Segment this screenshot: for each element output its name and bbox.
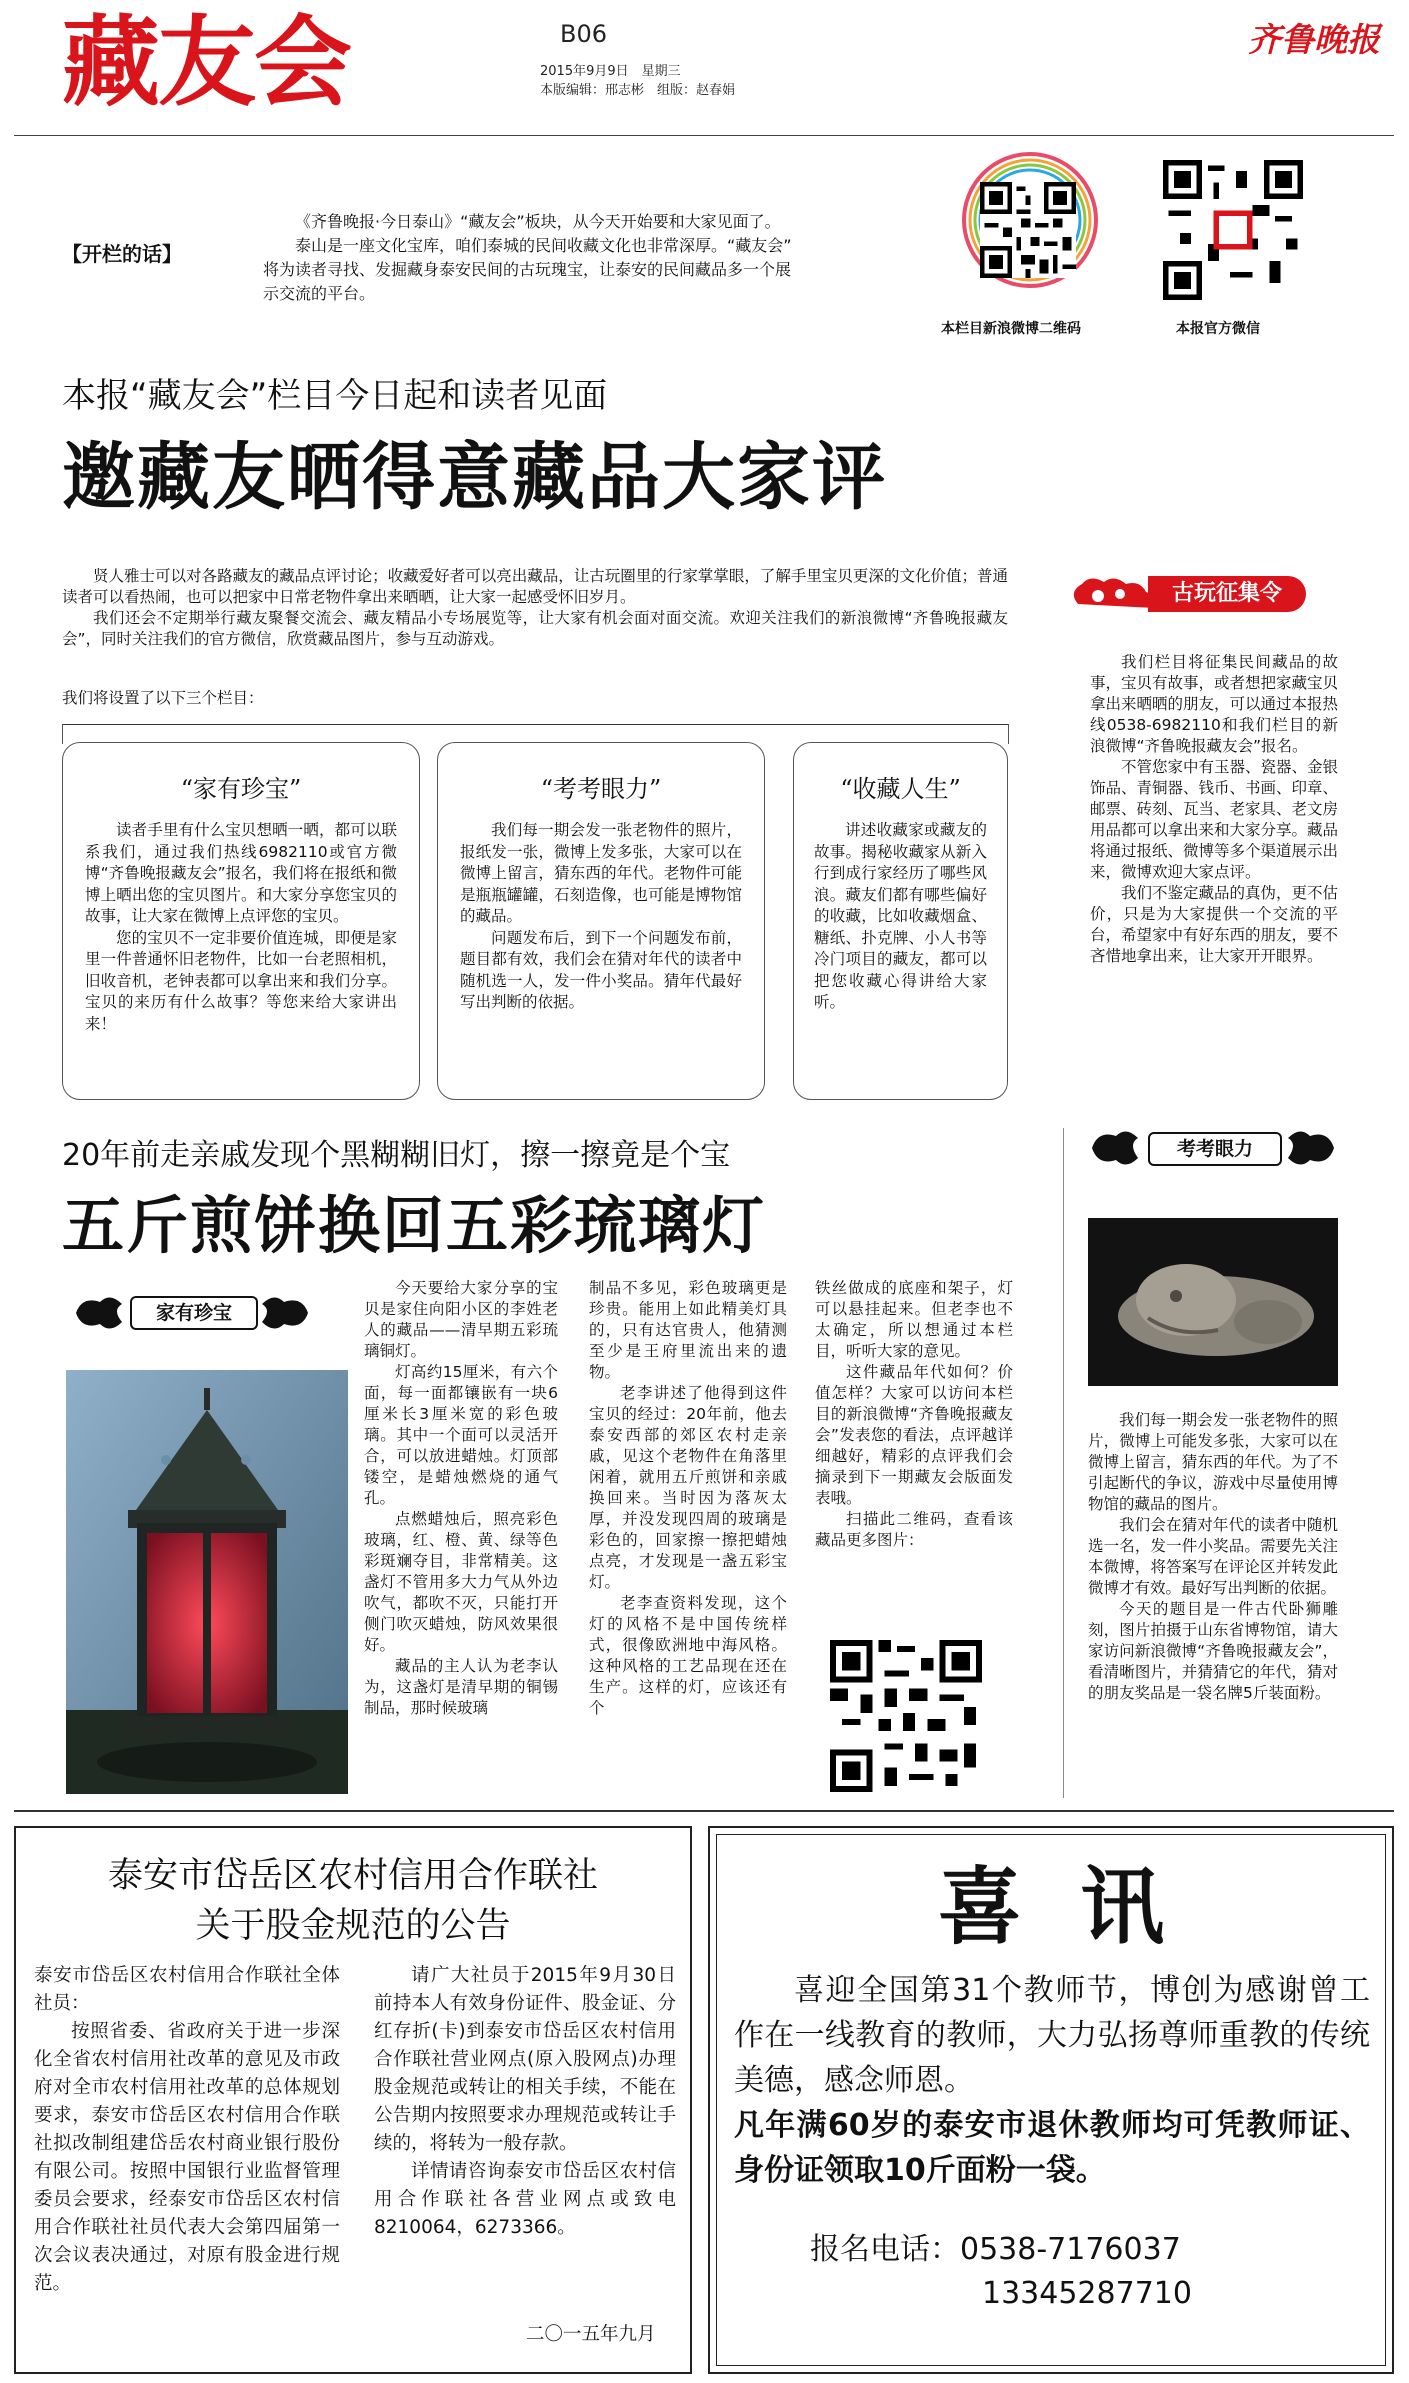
wechat-qr-caption: 本报官方微信 bbox=[1176, 321, 1260, 337]
box-jiayouzhenbao bbox=[62, 742, 420, 1100]
box-connector bbox=[1008, 724, 1009, 744]
box-paragraph: 您的宝贝不一定非要价值连城，即便是家里一件普通怀旧老物件，比如一台老照相机，旧收音机，老钟表都可以拿出来和我们分享。宝贝的来历有什么故事？等您来给大家讲出来！ bbox=[85, 928, 397, 1033]
article-paragraph: 灯高约15厘米，有六个面，每一面都镶嵌有一块6厘米长3厘米宽的彩色玻璃。其中一个面可以灵活开合，可以放进蜡烛。灯顶部镂空，是蜡烛燃烧的通气孔。 bbox=[364, 1363, 558, 1507]
box-paragraph: 读者手里有什么宝贝想晒一晒，都可以联系我们，通过我们热线6982110或官方微博“齐鲁晚报藏友会”报名，我们将在报纸和微博上晒出您的宝贝图片。和大家分享您宝贝的故事，让大家在微博上点评您的宝贝。 bbox=[85, 821, 397, 925]
column-rule bbox=[1063, 1128, 1064, 1798]
editor-line: 本版编辑：邢志彬 组版：赵春娟 bbox=[540, 83, 736, 98]
section-rule bbox=[14, 1810, 1394, 1812]
eye-body bbox=[1088, 1410, 1338, 1704]
lamp-photo bbox=[66, 1370, 348, 1794]
weibo-qr-caption: 本栏目新浪微博二维码 bbox=[941, 321, 1081, 337]
paper-logo: 齐鲁晚报 bbox=[1248, 20, 1380, 59]
wechat-qr-code[interactable] bbox=[1163, 160, 1303, 300]
zhenbao-tag: 家有珍宝 bbox=[130, 1296, 258, 1330]
second-col-3 bbox=[815, 1278, 1013, 1551]
ad-line: 凡年满60岁的泰安市退休教师均可凭教师证、身份证领取10斤面粉一袋。 bbox=[734, 2108, 1370, 2188]
eye-paragraph: 我们会在猜对年代的读者中随机选一名，发一件小奖品。需要先关注本微博，将答案写在评论区并转发此微博才有效。最好写出判断的依据。 bbox=[1088, 1516, 1338, 1597]
lion-photo bbox=[1088, 1218, 1338, 1386]
second-kicker: 20年前走亲戚发现个黑糊糊旧灯，擦一擦竟是个宝 bbox=[62, 1138, 731, 1173]
box-paragraph: 讲述收藏家或藏友的故事。揭秘收藏家从新入行到成行家经历了哪些风浪。藏友们都有哪些偏好的收藏，比如收藏烟盒、糖纸、扑克牌、小人书等冷门项目的藏友，都可以把您收藏心得讲给大家听。 bbox=[814, 821, 987, 1011]
box-paragraph: 问题发布后，到下一个问题发布前，题目都有效，我们会在猜对年代的读者中随机选一人，发一件小奖品。猜年代最好写出判断的依据。 bbox=[460, 928, 742, 1011]
article-paragraph: 铁丝做成的底座和架子，灯可以悬挂起来。但老李也不太确定，所以想通过本栏目，听听大家的意见。 bbox=[815, 1279, 1013, 1360]
article-paragraph: 老李讲述了他得到这件宝贝的经过：20年前，他去泰安西部的郊区农村走亲戚，见这个老物件在角落里闲着，就用五斤煎饼和亲戚换回来。当时因为落灰太厚，并没发现四周的玻璃是彩色的，回家擦一擦把蜡烛点亮，才发现是一盏五彩宝灯。 bbox=[589, 1384, 787, 1591]
article-paragraph: 藏品的主人认为老李认为，这盏灯是清早期的铜锡制品，那时候玻璃 bbox=[364, 1657, 558, 1717]
article-paragraph: 制品不多见，彩色玻璃更是珍贵。能用上如此精美灯具的，只有达官贵人，他猜测至少是王府里流出来的遗物。 bbox=[589, 1279, 787, 1381]
ad-title: 喜 讯 bbox=[937, 1857, 1165, 1956]
article-qr-code[interactable] bbox=[830, 1640, 982, 1792]
article-paragraph: 今天要给大家分享的宝贝是家住向阳小区的李姓老人的藏品——清早期五彩琉璃铜灯。 bbox=[364, 1279, 558, 1360]
column-title: 藏友会 bbox=[62, 5, 351, 120]
intro-line: 将为读者寻找、发掘藏身泰安民间的古玩瑰宝，让泰安的民间藏品多一个展 bbox=[263, 260, 792, 279]
intro-line: 示交流的平台。 bbox=[263, 284, 376, 303]
article-paragraph: 扫描此二维码，查看该藏品更多图片： bbox=[815, 1510, 1013, 1549]
notice-paragraph: 泰安市岱岳区农村信用合作联社全体社员： bbox=[34, 1965, 340, 2014]
lead-paragraph: 贤人雅士可以对各路藏友的藏品点评讨论；收藏爱好者可以亮出藏品，让古玩圈里的行家掌掌眼，了解手里宝贝更深的文化价值；普通读者可以看热闹，也可以把家中日常老物件拿出来晒晒，让大家一起感受怀旧岁月。 bbox=[62, 567, 1008, 606]
page-number: B06 bbox=[560, 20, 608, 48]
weibo-qr-code[interactable] bbox=[980, 182, 1076, 278]
box-title: “收藏人生” bbox=[840, 775, 961, 803]
intro-label: 【开栏的话】 bbox=[62, 242, 182, 266]
collect-paragraph: 我们不鉴定藏品的真伪，更不估价，只是为大家提供一个交流的平台，希望家中有好东西的朋友，要不吝惜地拿出来，让大家开开眼界。 bbox=[1090, 884, 1339, 965]
box-kaokaoyanli bbox=[437, 742, 765, 1100]
issue-date: 2015年9月9日 星期三 bbox=[540, 64, 681, 79]
intro-line: 泰山是一座文化宝库，咱们泰城的民间收藏文化也非常深厚。“藏友会” bbox=[295, 236, 792, 255]
eye-paragraph: 我们每一期会发一张老物件的照片，微博上可能发多张，大家可以在微博上留言，猜东西的年代。为了不引起断代的争议，游戏中尽量使用博物馆的藏品的图片。 bbox=[1088, 1411, 1338, 1513]
notice-right bbox=[374, 1962, 676, 2242]
ad-phone: 报名电话：0538-7176037 bbox=[810, 2232, 1181, 2267]
notice-paragraph: 按照省委、省政府关于进一步深化全省农村信用社改革的意见及市政府对全市农村信用社改革的总体规划要求，泰安市岱岳区农村信用合作联社拟改制组建岱岳农村商业银行股份有限公司。按照中国银行业监督管理委员会要求，经泰安市岱岳区农村信用合作联社社员代表大会第四届第一次会议表决通过，对原有股金进行规范。 bbox=[34, 2021, 340, 2294]
collect-tag: 古玩征集令 bbox=[1148, 576, 1306, 612]
ad-body bbox=[734, 1968, 1370, 2193]
lead-body bbox=[62, 566, 1008, 650]
intro-line: 《齐鲁晚报·今日泰山》“藏友会”板块，从今天开始要和大家见面了。 bbox=[295, 212, 781, 231]
collect-paragraph: 不管您家中有玉器、瓷器、金银饰品、青铜器、钱币、书画、印章、邮票、砖刻、瓦当、老家具、老文房用品都可以拿出来和大家分享。藏品将通过报纸、微博等多个渠道展示出来，微博欢迎大家点评。 bbox=[1090, 758, 1339, 881]
masthead-rule bbox=[14, 135, 1394, 136]
box-paragraph: 我们每一期会发一张老物件的照片，报纸发一张，微博上发多张，大家可以在微博上留言，猜东西的年代。老物件可能是瓶瓶罐罐，石刻造像，也可能是博物馆的藏品。 bbox=[460, 821, 742, 925]
ad-phone-2: 13345287710 bbox=[982, 2276, 1192, 2311]
collect-body bbox=[1090, 652, 1338, 967]
lead-headline: 邀藏友晒得意藏品大家评 bbox=[62, 435, 887, 520]
article-paragraph: 这件藏品年代如何？价值怎样？大家可以访问本栏目的新浪微博“齐鲁晚报藏友会”发表您的看法，点评越详细越好，精彩的点评我们会摘录到下一期藏友会版面发表哦。 bbox=[815, 1363, 1013, 1507]
second-headline: 五斤煎饼换回五彩琉璃灯 bbox=[62, 1189, 767, 1262]
second-col-1 bbox=[364, 1278, 558, 1719]
columns-intro: 我们将设置了以下三个栏目： bbox=[62, 689, 264, 707]
box-connector bbox=[62, 724, 63, 744]
zhenbao-tag-banner bbox=[72, 1290, 312, 1336]
box-connector bbox=[62, 724, 1008, 725]
article-paragraph: 老李查资料发现，这个灯的风格不是中国传统样式，很像欧洲地中海风格。这种风格的工艺品现在还在生产。这样的灯，应该还有个 bbox=[589, 1594, 787, 1717]
notice-title-1: 泰安市岱岳区农村信用合作联社 bbox=[107, 1856, 598, 1896]
box-shoucangrensheng bbox=[793, 742, 1008, 1100]
intro-text bbox=[263, 210, 923, 306]
article-paragraph: 点燃蜡烛后，照亮彩色玻璃，红、橙、黄、绿等色彩斑斓夺目，非常精美。这盏灯不管用多大力气从外边吹气，都吹不灭，只能打开侧门吹灭蜡烛，防风效果很好。 bbox=[364, 1510, 558, 1654]
notice-title-2: 关于股金规范的公告 bbox=[195, 1906, 511, 1946]
lead-kicker: 本报“藏友会”栏目今日起和读者见面 bbox=[62, 376, 608, 416]
eye-tag-banner bbox=[1088, 1124, 1338, 1172]
eye-tag: 考考眼力 bbox=[1148, 1132, 1282, 1166]
second-col-2 bbox=[589, 1278, 787, 1719]
notice-paragraph: 详情请咨询泰安市岱岳区农村信用合作联社各营业网点或致电8210064，6273366。 bbox=[374, 2161, 676, 2238]
lead-paragraph: 我们还会不定期举行藏友聚餐交流会、藏友精品小专场展览等，让大家有机会面对面交流。欢迎关注我们的新浪微博“齐鲁晚报藏友会”，同时关注我们的官方微信，欣赏藏品图片，参与互动游戏。 bbox=[62, 609, 1008, 648]
collect-tag-banner bbox=[1068, 570, 1338, 618]
eye-paragraph: 今天的题目是一件古代卧狮雕刻，图片拍摄于山东省博物馆，请大家访问新浪微博“齐鲁晚报藏友会”，看清晰图片，并猜猜它的年代，猜对的朋友奖品是一袋名牌5斤装面粉。 bbox=[1088, 1600, 1338, 1702]
ad-line: 喜迎全国第31个教师节，博创为感谢曾工作在一线教育的教师，大力弘扬尊师重教的传统美德，感念师恩。 bbox=[734, 1973, 1370, 2098]
notice-left bbox=[34, 1962, 340, 2298]
box-title: “考考眼力” bbox=[540, 775, 662, 803]
notice-date: 二〇一五年九月 bbox=[526, 2324, 656, 2345]
notice-paragraph: 请广大社员于2015年9月30日前持本人有效身份证件、股金证、分红存折(卡)到泰安市岱岳区农村信用合作联社营业网点(原入股网点)办理股金规范或转让的相关手续，不能在公告期内按照要求办理规范或转让手续的，将转为一般存款。 bbox=[374, 1965, 676, 2154]
box-title: “家有珍宝” bbox=[180, 775, 302, 803]
collect-paragraph: 我们栏目将征集民间藏品的故事，宝贝有故事，或者想把家藏宝贝拿出来晒晒的朋友，可以通过本报热线0538-6982110和我们栏目的新浪微博“齐鲁晚报藏友会”报名。 bbox=[1090, 653, 1339, 755]
